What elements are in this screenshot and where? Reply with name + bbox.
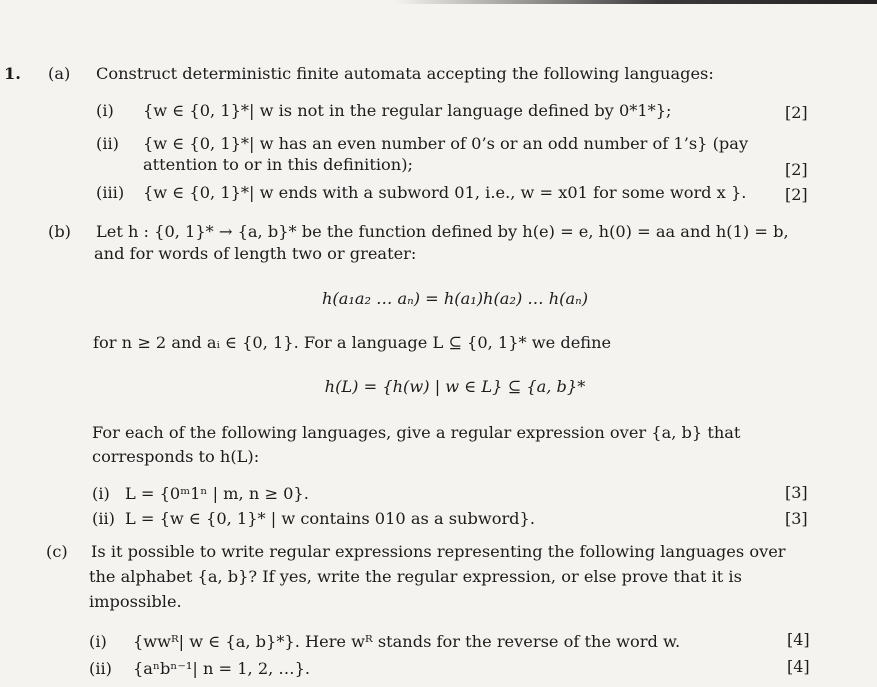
part-a-item-iii-mark: [2] [785, 185, 808, 204]
part-c-item-i-mark: [4] [787, 630, 810, 649]
part-a-item-i-mark: [2] [785, 103, 808, 122]
part-b-intro-line2: and for words of length two or greater: [94, 244, 417, 263]
part-a-item-ii-mark: [2] [785, 160, 808, 179]
part-c-item-i-text: {wwᴿ| w ∈ {a, b}*}. Here wᴿ stands for the reverse of the word w. [133, 632, 681, 651]
part-b-line-for-n: for n ≥ 2 and aᵢ ∈ {0, 1}. For a language L ⊆ {0, 1}* we define [93, 333, 612, 352]
part-b-item-ii-mark: [3] [785, 509, 808, 528]
question-number: 1. [4, 64, 21, 83]
part-a-item-ii-label: (ii) [96, 134, 119, 153]
part-c-item-ii-mark: [4] [787, 657, 810, 676]
part-c-item-ii-text: {aⁿbⁿ⁻¹| n = 1, 2, …}. [133, 659, 311, 678]
part-b-line-corresponds: corresponds to h(L): [92, 447, 260, 466]
part-a-intro: Construct deterministic finite automata accepting the following languages: [96, 64, 714, 83]
part-a-label: (a) [48, 64, 71, 83]
part-a-item-iii-label: (iii) [96, 183, 125, 202]
part-b-equation-hL: h(L) = {h(w) | w ∈ L} ⊆ {a, b}* [324, 377, 586, 396]
part-c-intro-line3: impossible. [89, 592, 182, 611]
part-a-item-iii-text: {w ∈ {0, 1}*| w ends with a subword 01, i.e., w = x01 for some word x }. [143, 183, 747, 202]
part-c-item-i-label: (i) [89, 632, 107, 651]
top-edge-shadow [0, 0, 877, 4]
part-b-label: (b) [48, 222, 71, 241]
part-c-intro-line2: the alphabet {a, b}? If yes, write the regular expression, or else prove that it is [89, 567, 742, 586]
part-a-item-i-label: (i) [96, 101, 114, 120]
part-a-item-ii-text-continued: attention to or in this definition); [143, 155, 413, 174]
part-c-item-ii-label: (ii) [89, 659, 112, 678]
part-b-item-i-text: L = {0ᵐ1ⁿ | m, n ≥ 0}. [125, 484, 309, 503]
part-b-item-i-mark: [3] [785, 483, 808, 502]
part-b-item-ii-text: L = {w ∈ {0, 1}* | w contains 010 as a subword}. [125, 509, 535, 528]
part-a-item-ii-text: {w ∈ {0, 1}*| w has an even number of 0’s or an odd number of 1’s} (pay [143, 134, 749, 153]
part-b-intro-line1: Let h : {0, 1}* → {a, b}* be the function defined by h(e) = e, h(0) = aa and h(1) = b, [96, 222, 789, 241]
part-b-line-for-each: For each of the following languages, give a regular expression over {a, b} that [92, 423, 741, 442]
part-c-intro-line1: Is it possible to write regular expressions representing the following languages over [91, 542, 786, 561]
part-b-item-i-label: (i) [92, 484, 110, 503]
part-b-equation-h-definition: h(a₁a₂ … aₙ) = h(a₁)h(a₂) … h(aₙ) [321, 289, 589, 308]
part-a-item-i-text: {w ∈ {0, 1}*| w is not in the regular language defined by 0*1*}; [143, 101, 672, 120]
part-b-item-ii-label: (ii) [92, 509, 115, 528]
part-c-label: (c) [46, 542, 68, 561]
